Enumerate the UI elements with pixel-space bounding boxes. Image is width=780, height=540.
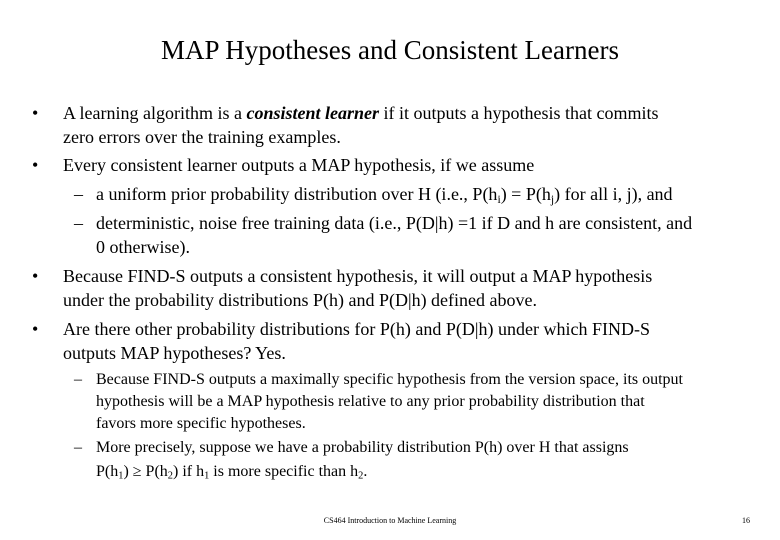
sub-bullet-maximally-specific-line-3: favors more specific hypotheses. (96, 415, 306, 432)
slide-title: MAP Hypotheses and Consistent Learners (161, 35, 619, 65)
bullet-3-line-1: Because FIND-S outputs a consistent hypothesis, it will output a MAP hypothesis (63, 266, 653, 286)
bullet-1-text: A learning algorithm is a (63, 103, 247, 123)
uniform-prior-text: ) for all i, j), and (554, 184, 673, 204)
sub-bullet-deterministic-line-1: deterministic, noise free training data (i.e., P(D|h) =1 if D and h are consistent, and (96, 213, 693, 233)
bullet-marker: • (32, 103, 39, 123)
bullet-marker: • (32, 319, 39, 339)
bullet-2-line-1: Every consistent learner outputs a MAP hypothesis, if we assume (63, 155, 535, 175)
bullet-marker: • (32, 266, 39, 286)
bullet-4-line-2: outputs MAP hypotheses? Yes. (63, 343, 286, 363)
subscript: 1 (204, 470, 210, 482)
subscript: 1 (118, 470, 124, 482)
subscript: 2 (167, 470, 173, 482)
sub-bullet-uniform-prior (96, 183, 673, 205)
sub-bullet-more-precisely-line-2 (96, 462, 367, 482)
dash-marker: – (74, 184, 83, 204)
dash-marker: – (74, 371, 82, 388)
dash-marker: – (74, 213, 83, 233)
precise-text: is more specific than h (209, 463, 359, 480)
precise-text: ) if h (172, 463, 205, 480)
dash-marker: – (74, 439, 82, 456)
sub-bullet-deterministic-line-2: 0 otherwise). (96, 237, 190, 257)
bullet-1-line-2: zero errors over the training examples. (63, 127, 341, 147)
subscript: i (497, 192, 501, 206)
uniform-prior-text: ) = P(h (500, 184, 551, 204)
subscript: j (550, 192, 555, 206)
footer-page-number: 16 (742, 516, 750, 525)
uniform-prior-text: a uniform prior probability distribution over H (i.e., P(h (96, 184, 498, 204)
precise-text: P(h (96, 463, 119, 480)
sub-bullet-more-precisely-line-1: More precisely, suppose we have a probability distribution P(h) over H that assigns (96, 439, 629, 456)
consistent-learner-term: consistent learner (246, 103, 379, 123)
bullet-3-line-2: under the probability distributions P(h) and P(D|h) defined above. (63, 290, 538, 310)
bullet-1-text-cont: if it outputs a hypothesis that commits (378, 103, 659, 123)
subscript: 2 (358, 470, 364, 482)
precise-text: . (363, 463, 368, 480)
sub-bullet-maximally-specific-line-1: Because FIND-S outputs a maximally specific hypothesis from the version space, its output (96, 371, 683, 388)
bullet-marker: • (32, 155, 39, 175)
footer-course-title: CS464 Introduction to Machine Learning (323, 516, 457, 525)
bullet-4-line-1: Are there other probability distributions for P(h) and P(D|h) under which FIND-S (63, 319, 650, 339)
sub-bullet-maximally-specific-line-2: hypothesis will be a MAP hypothesis relative to any prior probability distribution that (96, 393, 645, 410)
precise-text: ) ≥ P(h (123, 463, 168, 480)
bullet-1-line-1 (63, 102, 658, 124)
